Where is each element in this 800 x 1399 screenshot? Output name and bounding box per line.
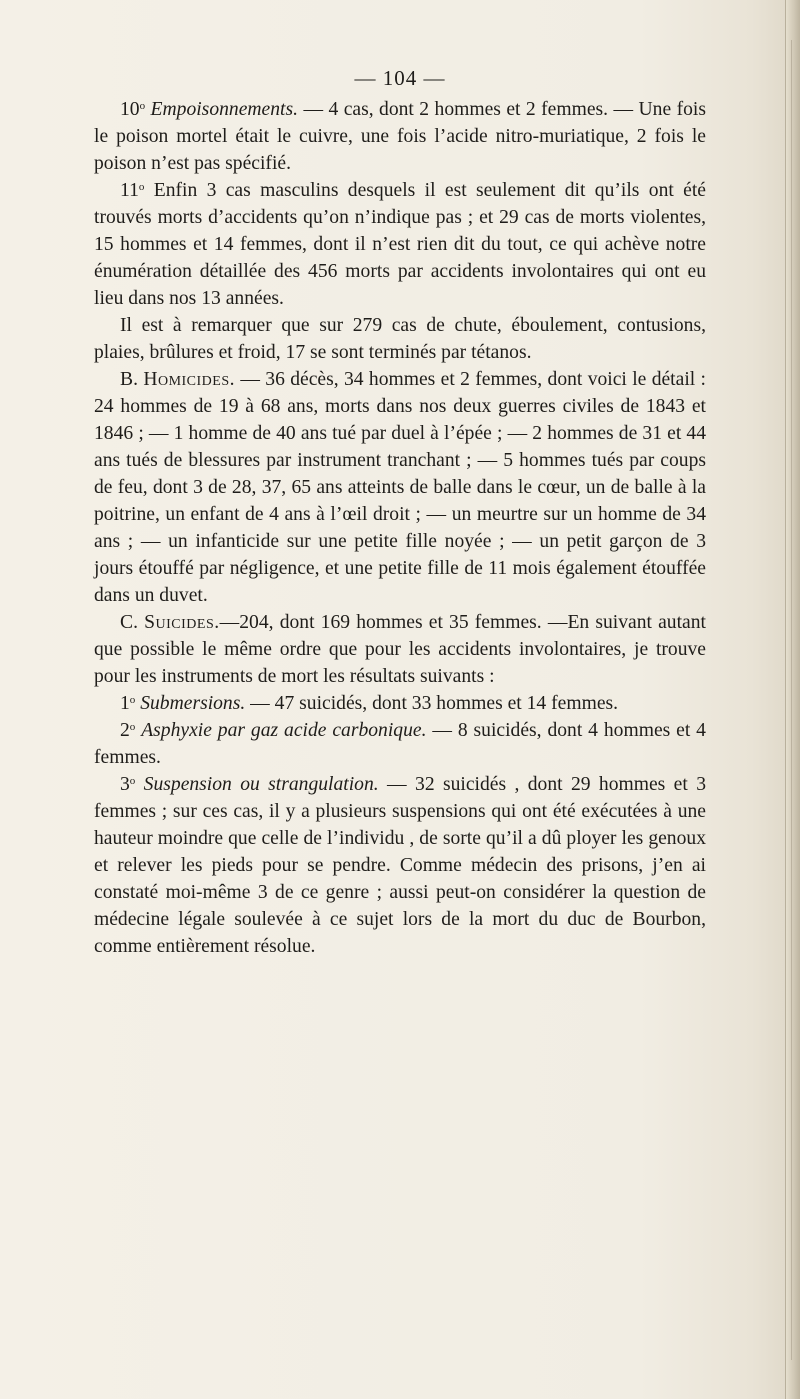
- paragraph-remarque: [94, 312, 706, 366]
- section-title: Asphyxie par gaz acide carbonique.: [141, 720, 427, 741]
- paragraph-empoisonnements: [94, 96, 706, 177]
- paragraph-asphyxie: [94, 717, 706, 771]
- section-number: 3: [120, 774, 130, 795]
- paragraph-submersions: [94, 690, 706, 717]
- section-number: 1: [120, 693, 130, 714]
- section-heading: Suicides.: [144, 612, 220, 633]
- section-title: Suspension ou strangulation.: [143, 774, 379, 795]
- paragraph-suicides: [94, 609, 706, 690]
- paragraph-body: — 8 suicidés, dont 4 hommes et 4 femmes.: [94, 720, 706, 768]
- degree-mark: o: [129, 694, 136, 706]
- degree-mark: o: [129, 775, 136, 787]
- section-title: Submersions.: [140, 693, 246, 714]
- section-number: 11: [120, 180, 139, 201]
- section-letter: C.: [120, 612, 138, 633]
- page-edge-line: [791, 40, 792, 1360]
- paragraph-enfin: [94, 177, 706, 312]
- paragraph-body: Il est à remarquer que sur 279 cas de chute, éboulement, contusions, plaies, brûlures et froid, 17 se sont terminés par tétanos.: [94, 315, 706, 363]
- body-text: [94, 96, 706, 960]
- paragraph-body: — 47 suicidés, dont 33 hommes et 14 femmes.: [245, 693, 619, 714]
- paragraph-homicides: [94, 366, 706, 609]
- section-number: 10: [120, 99, 140, 120]
- paragraph-body: —204, dont 169 hommes et 35 femmes. —En suivant autant que possible le même ordre que pour les accidents involontaires, je trouve pour les instruments de mort les résultats suivants :: [94, 612, 706, 687]
- section-title: Empoisonnements.: [150, 99, 299, 120]
- paragraph-suspension: [94, 771, 706, 960]
- section-heading: Homicides.: [143, 369, 236, 390]
- degree-mark: o: [129, 721, 136, 733]
- paragraph-body: — 36 décès, 34 hommes et 2 femmes, dont voici le détail : 24 hommes de 19 à 68 ans, morts dans nos deux guerres civiles de 1843 et 1846 ; — 1 homme de 40 ans tué par duel à l’épée ; — 2 hommes de 31 et 44 ans tués de blessures par instrument tranchant ; — 5 hommes tués par coups de feu, dont 3 de 28, 37, 65 ans atteints de balle dans le cœur, un de balle à la poitrine, un enfant de 4 ans à l’œil droit ; — un meurtre sur un homme de 34 ans ; — un infanticide sur une petite fille noyée ; — un petit garçon de 3 jours étouffé par négligence, et une petite fille de 11 mois également étouffée dans un duvet.: [94, 369, 706, 606]
- page-number-header: — 104 —: [354, 66, 446, 90]
- paragraph-body: — 32 suicidés , dont 29 hommes et 3 femmes ; sur ces cas, il y a plusieurs suspensions qui ont été exécutées à une hauteur moindre que celle de l’individu , de sorte qu’il a dû ployer les genoux et relever les pieds pour se pendre. Comme médecin des prisons, j’en ai constaté moi-même 3 de ce genre ; aussi peut-on considérer la question de médecine légale soulevée à ce sujet lors de la mort du duc de Bourbon, comme entièrement résolue.: [94, 774, 706, 957]
- page-edge-shadow: [785, 0, 800, 1399]
- section-number: 2: [120, 720, 130, 741]
- paragraph-body: Enfin 3 cas masculins desquels il est seulement dit qu’ils ont été trouvés morts d’accidents qu’on n’indique pas ; et 29 cas de morts violentes, 15 hommes et 14 femmes, dont il n’est rien dit du tout, ce qui achève notre énumération détaillée des 456 morts par accidents involontaires qui ont eu lieu dans nos 13 années.: [94, 180, 706, 309]
- degree-mark: o: [139, 100, 146, 112]
- section-letter: B.: [120, 369, 138, 390]
- degree-mark: o: [138, 181, 145, 193]
- paragraph-body: — 4 cas, dont 2 hommes et 2 femmes. — Une fois le poison mortel était le cuivre, une fois l’acide nitro-muriatique, 2 fois le poison n’est pas spécifié.: [94, 99, 706, 174]
